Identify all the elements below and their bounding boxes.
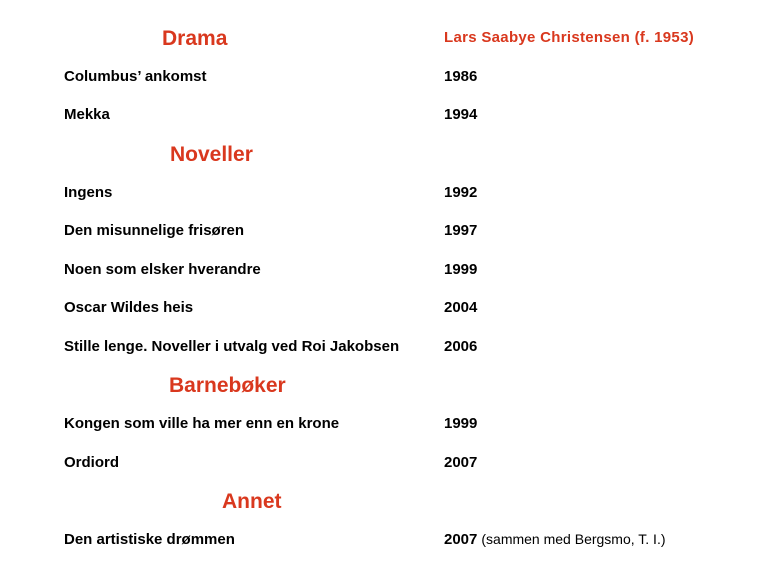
work-year: 2007 bbox=[444, 531, 478, 548]
work-year: 2006 bbox=[444, 338, 478, 355]
work-title: Ingens bbox=[64, 184, 113, 201]
work-year: 1999 bbox=[444, 415, 478, 432]
work-title: Den artistiske drømmen bbox=[64, 531, 235, 548]
work-year: 1999 bbox=[444, 261, 478, 278]
work-title: Noen som elsker hverandre bbox=[64, 261, 261, 278]
section-heading-annet: Annet bbox=[222, 490, 282, 513]
author-name: Lars Saabye Christensen (f. 1953) bbox=[444, 29, 695, 46]
work-title: Kongen som ville ha mer enn en krone bbox=[64, 415, 340, 432]
work-year: 1986 bbox=[444, 68, 478, 85]
work-title: Mekka bbox=[64, 106, 110, 123]
work-year: 1992 bbox=[444, 184, 478, 201]
work-title: Columbus’ ankomst bbox=[64, 68, 207, 85]
work-year: 2007 bbox=[444, 454, 478, 471]
work-year: 1997 bbox=[444, 222, 478, 239]
section-heading-noveller: Noveller bbox=[170, 143, 253, 166]
work-title: Oscar Wildes heis bbox=[64, 299, 194, 316]
section-heading-drama: Drama bbox=[162, 27, 228, 50]
work-year-with-note bbox=[444, 532, 666, 547]
work-title: Ordiord bbox=[64, 454, 119, 471]
work-note: (sammen med Bergsmo, T. I.) bbox=[481, 531, 666, 547]
work-year: 2004 bbox=[444, 299, 478, 316]
work-title: Stille lenge. Noveller i utvalg ved Roi Jakobsen bbox=[64, 338, 400, 355]
work-title: Den misunnelige frisøren bbox=[64, 222, 245, 239]
section-heading-barneboker: Barnebøker bbox=[169, 374, 286, 397]
work-year: 1994 bbox=[444, 106, 478, 123]
